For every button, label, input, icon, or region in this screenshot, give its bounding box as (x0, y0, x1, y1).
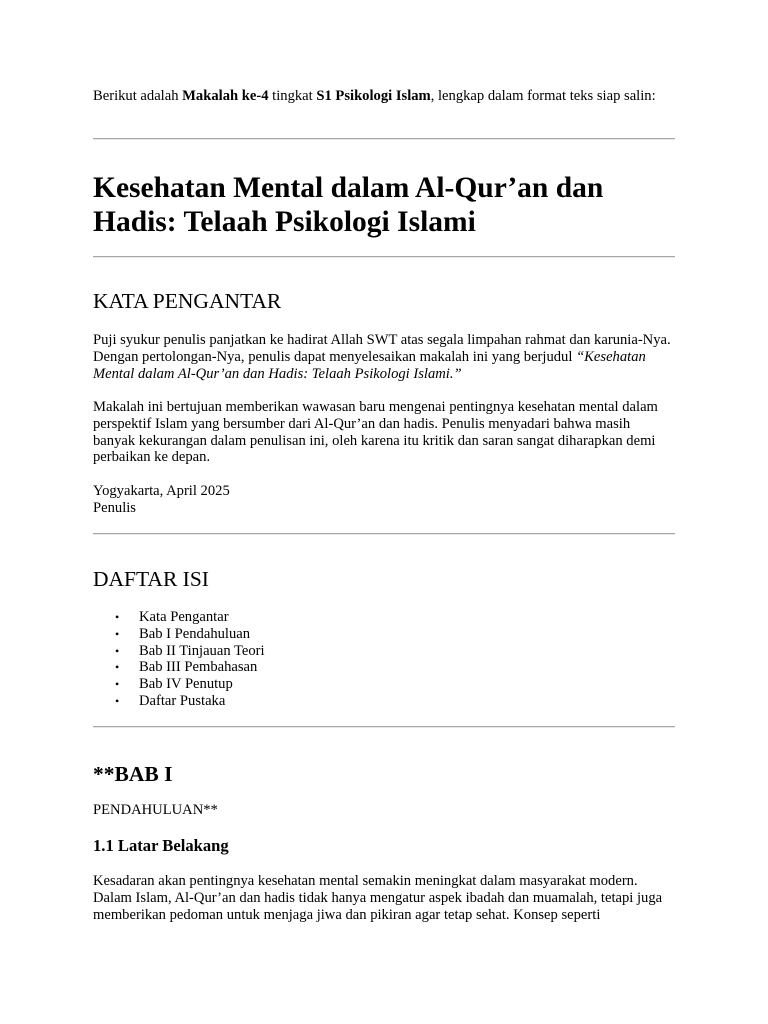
place-date: Yogyakarta, April 2025 (93, 483, 230, 499)
toc-item-label: Bab II Tinjauan Teori (139, 642, 265, 659)
toc-item (93, 609, 265, 626)
intro-bold-makalah: Makalah ke-4 (182, 88, 269, 104)
paragraph-1-text: Puji syukur penulis panjatkan ke hadirat Allah SWT atas segala limpahan rahmat dan karunia-Nya. Dengan pertolongan-Nya, penulis dapat menyelesaikan makalah ini yang berjudul (93, 332, 671, 365)
bab-1-subheading: PENDAHULUAN** (93, 802, 218, 818)
bullet-icon: • (115, 626, 120, 641)
toc-item-label: Bab IV Penutup (139, 676, 233, 693)
section-1-1-title: 1.1 Latar Belakang (93, 836, 229, 855)
divider (93, 256, 675, 258)
bullet-icon: • (115, 643, 120, 658)
intro-prefix: Berikut adalah (93, 88, 183, 104)
latar-belakang-paragraph: Kesadaran akan pentingnya kesehatan mental semakin meningkat dalam masyarakat modern. Dalam Islam, Al-Qur’an dan hadis tidak hanya mengatur aspek ibadah dan muamalah, tetapi juga memberikan pedoman untuk menjaga jiwa dan pikiran agar tetap sehat. Konsep seperti (93, 873, 663, 923)
intro-mid: tingkat (268, 88, 317, 104)
bullet-icon: • (115, 610, 120, 624)
toc-item (93, 643, 265, 660)
paragraph-1-italic-title: “Kesehatan Mental dalam Al-Qur’an dan Hadis: Telaah Psikologi Islami.” (93, 348, 646, 382)
divider (93, 138, 675, 140)
toc-item-label: Bab I Pendahuluan (139, 625, 251, 642)
kata-pengantar-paragraph-1 (93, 332, 675, 382)
kata-pengantar-heading: KATA PENGANTAR (93, 289, 282, 313)
daftar-isi-heading: DAFTAR ISI (93, 567, 209, 591)
bullet-icon: • (115, 693, 120, 708)
intro-suffix: , lengkap dalam format teks siap salin: (430, 88, 656, 104)
bullet-icon: • (115, 677, 120, 692)
author: Penulis (93, 499, 136, 516)
kata-pengantar-paragraph-2: Makalah ini bertujuan memberikan wawasan baru mengenai pentingnya kesehatan mental dalam perspektif Islam yang bersumber dari Al-Qur’an dan hadis. Penulis menyadari bahwa masih banyak kekurangan dalam penulisan ini, oleh karena itu kritik dan saran sangat diharapkan demi perbaikan ke depan. (93, 399, 658, 466)
signature-block (93, 483, 675, 517)
toc-item (93, 693, 265, 710)
toc-item (93, 626, 265, 643)
toc-item-label: Kata Pengantar (139, 609, 229, 625)
toc-item-label: Daftar Pustaka (139, 692, 226, 709)
toc-item (93, 676, 265, 693)
bab-1-heading: **BAB I (93, 762, 173, 786)
document-title: Kesehatan Mental dalam Al-Qur’an dan Hadis: Telaah Psikologi Islami (93, 172, 604, 238)
toc-item-label: Bab III Pembahasan (139, 659, 258, 676)
toc-item (93, 659, 265, 676)
bullet-icon: • (115, 660, 120, 675)
intro-bold-program: S1 Psikologi Islam (316, 88, 431, 104)
table-of-contents (93, 609, 265, 710)
intro-text (93, 88, 675, 105)
divider (93, 726, 675, 728)
divider (93, 533, 675, 535)
